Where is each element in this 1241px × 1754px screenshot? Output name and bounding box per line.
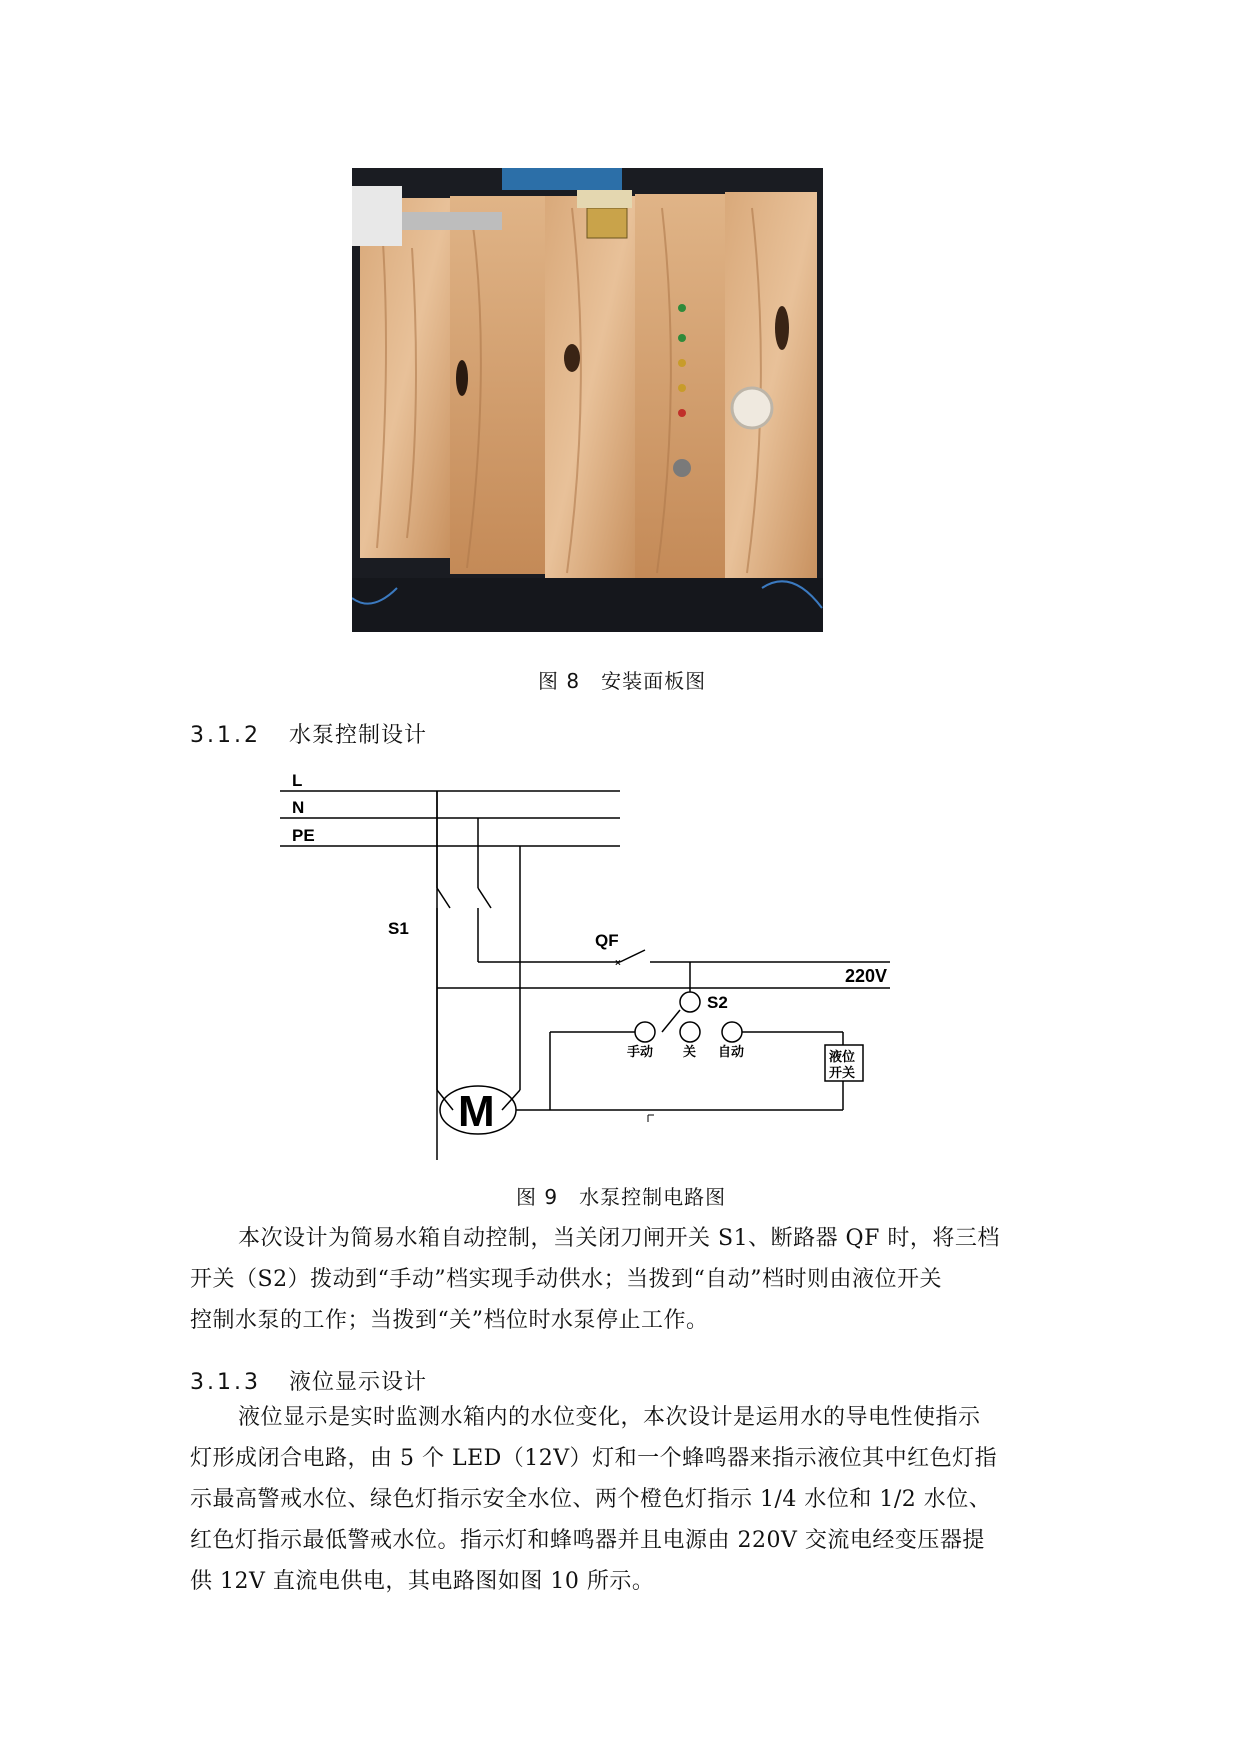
label-off: 关 bbox=[683, 1044, 697, 1059]
figure-9-circuit bbox=[270, 760, 910, 1164]
paragraph-line: 本次设计为简易水箱自动控制，当关闭刀闸开关 S1、断路器 QF 时，将三档 bbox=[238, 1226, 1000, 1251]
svg-text:×: × bbox=[615, 958, 621, 969]
label-QF: QF bbox=[595, 931, 619, 950]
paragraph-line: 供 12V 直流电供电，其电路图如图 10 所示。 bbox=[190, 1569, 655, 1594]
section-number: 3.1.3 bbox=[190, 1370, 261, 1395]
circuit-diagram bbox=[270, 760, 910, 1160]
label-S2: S2 bbox=[707, 993, 728, 1012]
label-N: N bbox=[292, 798, 305, 817]
label-manual: 手动 bbox=[627, 1044, 654, 1059]
figure-9-caption: 图 9 水泵控制电路图 bbox=[516, 1185, 727, 1209]
label-motor: M bbox=[458, 1087, 495, 1136]
paragraph-line: 红色灯指示最低警戒水位。指示灯和蜂鸣器并且电源由 220V 交流电经变压器提 bbox=[190, 1528, 985, 1553]
section-number: 3.1.2 bbox=[190, 723, 261, 748]
paragraph-level-display bbox=[190, 1397, 1060, 1602]
section-title: 液位显示设计 bbox=[288, 1370, 427, 1395]
paragraph-pump-control bbox=[190, 1218, 1060, 1341]
label-220V: 220V bbox=[845, 966, 888, 986]
label-level-switch-1: 液位 bbox=[829, 1049, 856, 1064]
section-3-1-3-heading bbox=[190, 1365, 427, 1396]
label-auto: 自动 bbox=[718, 1044, 745, 1059]
figure-8-caption: 图 8 安装面板图 bbox=[538, 669, 707, 693]
paragraph-line: 灯形成闭合电路，由 5 个 LED（12V）灯和一个蜂鸣器来指示液位其中红色灯指 bbox=[190, 1446, 998, 1471]
paragraph-line: 示最高警戒水位、绿色灯指示安全水位、两个橙色灯指示 1/4 水位和 1/2 水位、 bbox=[190, 1487, 992, 1512]
paragraph-line: 开关（S2）拨动到“手动”档实现手动供水；当拨到“自动”档时则由液位开关 bbox=[190, 1267, 943, 1292]
figure-8-photo bbox=[352, 168, 823, 632]
section-title: 水泵控制设计 bbox=[288, 723, 427, 748]
paragraph-line: 控制水泵的工作；当拨到“关”档位时水泵停止工作。 bbox=[190, 1308, 709, 1333]
label-PE: PE bbox=[292, 826, 315, 845]
label-S1: S1 bbox=[388, 919, 409, 938]
panel-photo-illustration bbox=[352, 168, 823, 632]
label-level-switch-2: 开关 bbox=[829, 1065, 856, 1080]
paragraph-line: 液位显示是实时监测水箱内的水位变化，本次设计是运用水的导电性使指示 bbox=[238, 1405, 981, 1430]
label-L: L bbox=[292, 771, 303, 790]
section-3-1-2-heading bbox=[190, 718, 427, 749]
